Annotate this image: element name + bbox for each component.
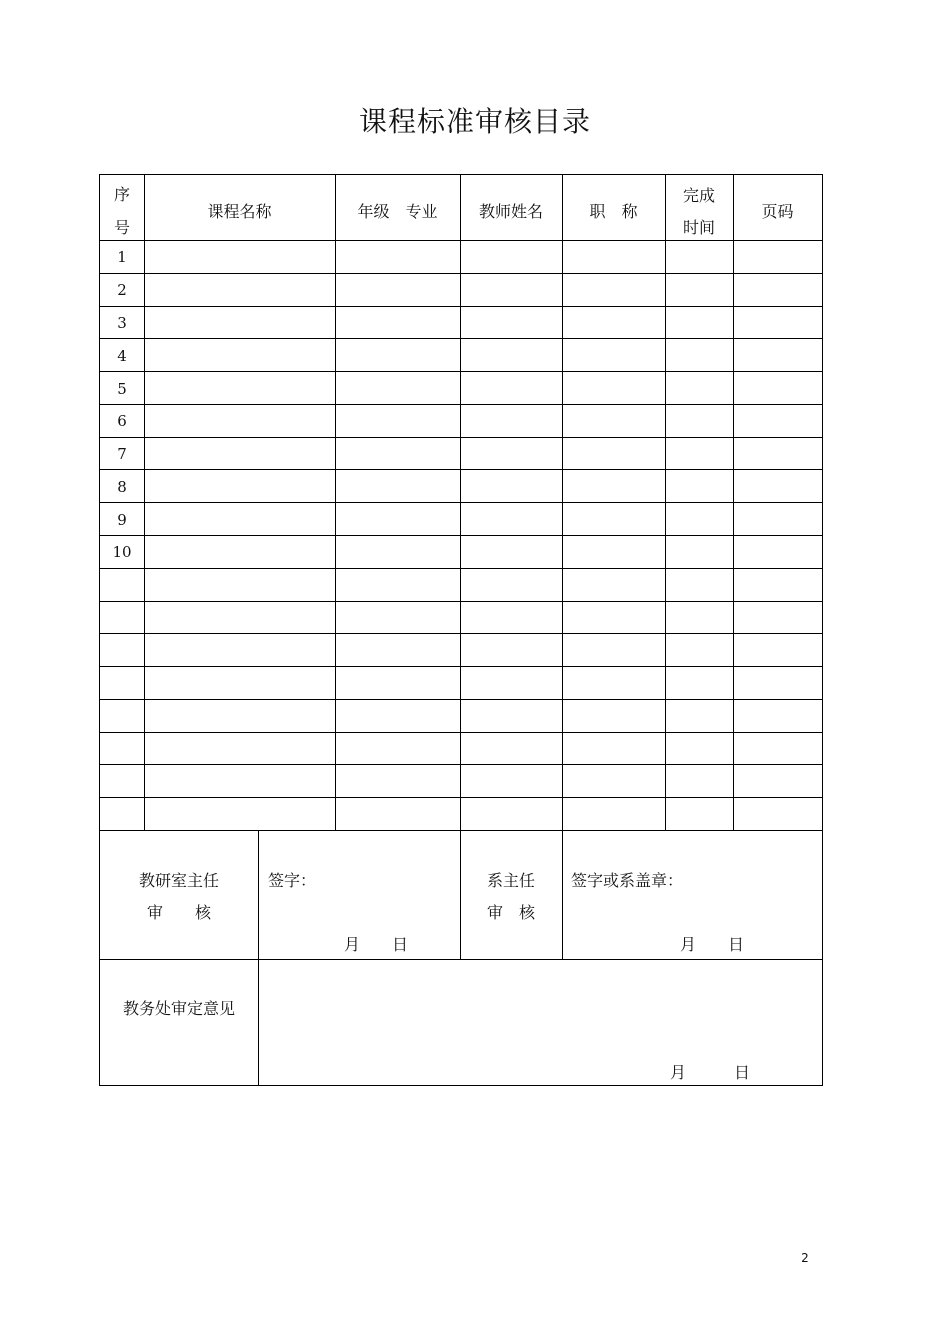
col-rule-title — [665, 175, 666, 830]
row-rule — [100, 273, 822, 274]
office-director-label-line1: 教研室主任 — [138, 871, 219, 890]
dept-director-label-line2: 审 核 — [486, 903, 535, 922]
row-rule — [100, 338, 822, 339]
header-index-line1: 序 — [113, 185, 130, 204]
row-rule — [100, 437, 822, 438]
col-rule-review-label — [258, 830, 259, 1086]
row-index: 4 — [117, 346, 127, 365]
col-rule-teacher — [562, 175, 563, 959]
header-job-title: 职 称 — [589, 202, 638, 221]
header-rule — [100, 240, 822, 241]
review-catalog-table — [99, 174, 823, 1086]
row-rule — [100, 764, 822, 765]
page-title: 课程标准审核目录 — [358, 105, 591, 138]
page-number: 2 — [801, 1251, 809, 1265]
header-completion-line1: 完成 — [682, 186, 715, 205]
header-teacher-name: 教师姓名 — [478, 202, 543, 221]
row-rule — [100, 404, 822, 405]
academic-affairs-date: 月 日 — [670, 1063, 751, 1082]
row-rule — [100, 732, 822, 733]
row-index: 8 — [117, 477, 127, 496]
review-top-rule — [100, 959, 822, 960]
row-index: 3 — [117, 313, 127, 332]
row-index: 7 — [117, 445, 127, 464]
col-rule-completion — [733, 175, 734, 830]
col-rule-grade — [460, 175, 461, 959]
row-rule — [100, 601, 822, 602]
header-grade-major: 年级 专业 — [357, 202, 438, 221]
dept-sign-date: 月 日 — [680, 935, 745, 954]
row-rule — [100, 306, 822, 307]
header-course-name: 课程名称 — [207, 202, 272, 221]
academic-affairs-label: 教务处审定意见 — [122, 999, 235, 1018]
row-rule — [100, 502, 822, 503]
header-page: 页码 — [761, 202, 794, 221]
row-rule — [100, 830, 822, 831]
row-rule — [100, 633, 822, 634]
col-rule-index — [144, 175, 145, 830]
office-sign-date: 月 日 — [344, 935, 409, 954]
office-sign-label: 签字： — [268, 871, 317, 890]
office-director-label-line2: 审 核 — [146, 903, 211, 922]
row-rule — [100, 535, 822, 536]
row-index: 6 — [117, 412, 127, 431]
dept-director-label-line1: 系主任 — [486, 871, 535, 890]
row-rule — [100, 371, 822, 372]
header-index-line2: 号 — [113, 218, 130, 237]
row-index: 1 — [117, 248, 127, 267]
row-index: 5 — [117, 379, 127, 398]
col-rule-course — [335, 175, 336, 830]
header-completion-line2: 时间 — [682, 218, 715, 237]
dept-sign-label: 签字或系盖章： — [571, 871, 684, 890]
row-index: 10 — [112, 543, 132, 562]
row-rule — [100, 469, 822, 470]
row-index: 9 — [117, 510, 127, 529]
row-index: 2 — [117, 281, 127, 300]
row-rule — [100, 568, 822, 569]
row-rule — [100, 797, 822, 798]
row-rule — [100, 699, 822, 700]
row-rule — [100, 666, 822, 667]
